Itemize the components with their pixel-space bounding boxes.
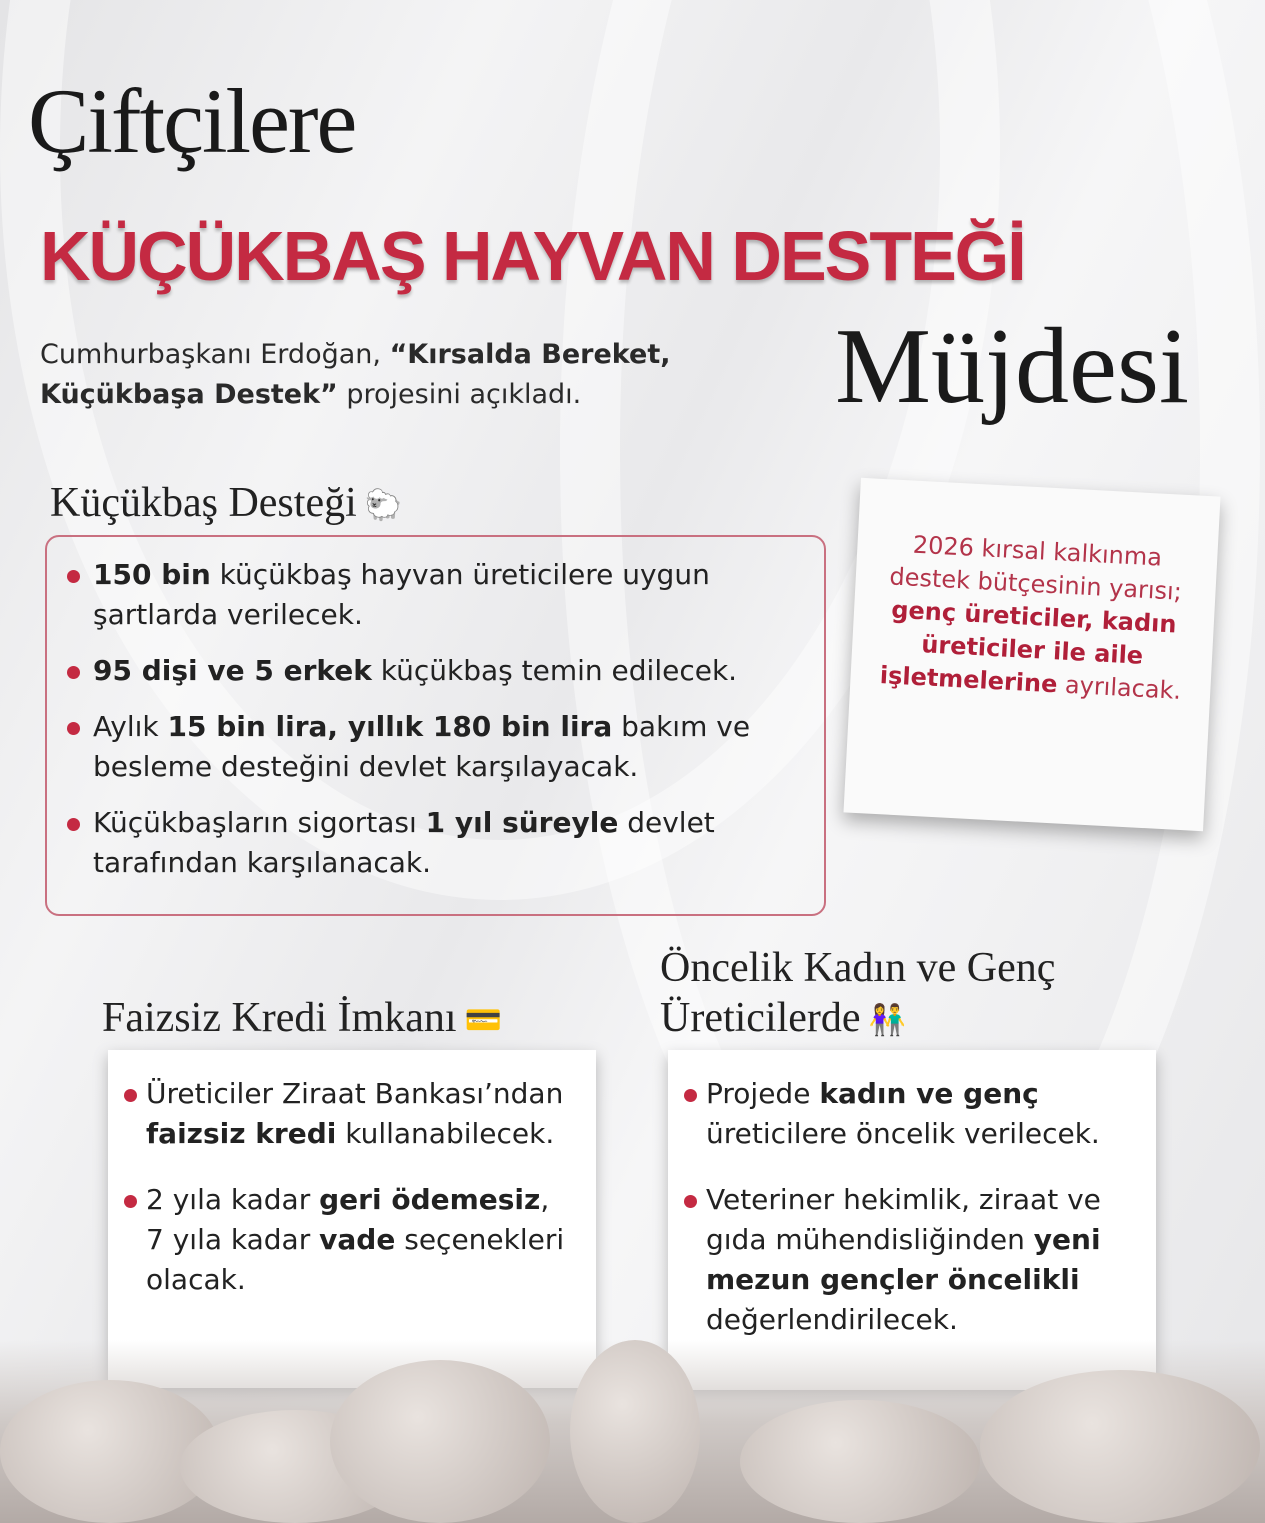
kucukbas-list <box>63 555 808 883</box>
emphasis-text: 1 yıl süreyle <box>425 806 619 839</box>
sheep-icon: 🐑 <box>364 489 403 523</box>
bullet-item <box>63 651 808 691</box>
emphasis-text: faizsiz kredi <box>146 1117 337 1150</box>
budget-note <box>843 478 1220 831</box>
emphasis-text: genç üreticiler, kadın üreticiler ile aile işletmelerine <box>879 595 1178 699</box>
text-segment: Aylık <box>93 710 168 743</box>
emphasis-text: vade <box>319 1223 396 1256</box>
sheep-shape <box>980 1370 1260 1523</box>
woman-man-icon: 👫 <box>868 1004 906 1038</box>
sheep-shape <box>570 1340 700 1523</box>
bullet-item <box>684 1180 1126 1340</box>
oncelik-list <box>684 1074 1126 1340</box>
text-segment: küçükbaş hayvan üreticilere uygun şartlarda verilecek. <box>93 558 710 631</box>
emphasis-text: 95 dişi ve 5 erkek <box>93 654 372 687</box>
text-segment: üreticilere öncelik verilecek. <box>706 1117 1100 1150</box>
sheep-shape <box>330 1360 550 1523</box>
text-segment: kullanabilecek. <box>336 1117 555 1150</box>
title-mujdesi: Müjdesi <box>835 307 1190 426</box>
oncelik-heading-text: Öncelik Kadın ve Genç Üreticilerde <box>660 945 1056 1041</box>
bullet-item <box>124 1180 566 1300</box>
text-segment: küçükbaş temin edilecek. <box>371 654 738 687</box>
emphasis-text: yeni mezun gençler öncelikli <box>706 1223 1101 1296</box>
text-segment: devlet tarafından karşılanacak. <box>93 806 715 879</box>
bullet-item <box>63 803 808 883</box>
text-segment: , 7 yıla kadar <box>146 1183 550 1256</box>
kredi-heading <box>102 993 502 1046</box>
text-segment: Veteriner hekimlik, ziraat ve gıda mühendisliğinden <box>706 1183 1101 1256</box>
kredi-box <box>108 1050 596 1388</box>
emphasis-text: “Kırsalda Bereket, Küçükbaşa Destek” <box>40 339 671 410</box>
credit-card-hand-icon: 💳 <box>464 1004 502 1038</box>
oncelik-box <box>668 1050 1156 1390</box>
bullet-item <box>63 555 808 635</box>
text-segment: seçenekleri olacak. <box>146 1223 565 1296</box>
emphasis-text: 150 bin <box>93 558 211 591</box>
text-segment: Üreticiler Ziraat Bankası’ndan <box>146 1077 564 1110</box>
text-segment: projesini açıkladı. <box>337 379 582 410</box>
kredi-heading-text: Faizsiz Kredi İmkanı <box>102 995 457 1041</box>
subtitle <box>40 335 800 415</box>
text-segment: Küçükbaşların sigortası <box>93 806 426 839</box>
emphasis-text: geri ödemesiz <box>319 1183 541 1216</box>
bullet-item <box>63 707 808 787</box>
text-segment: Cumhurbaşkanı Erdoğan, <box>40 339 390 370</box>
bullet-item <box>684 1074 1126 1154</box>
text-segment: ayrılacak. <box>1056 670 1182 705</box>
title-ciftcilere: Çiftçilere <box>28 70 356 172</box>
sheep-shape <box>740 1400 980 1523</box>
kucukbas-box <box>45 535 826 916</box>
title-main: KÜÇÜKBAŞ HAYVAN DESTEĞİ <box>40 217 1025 295</box>
kucukbas-heading <box>50 478 402 531</box>
text-segment: Projede <box>706 1077 820 1110</box>
kredi-list <box>124 1074 566 1300</box>
text-segment: 2026 kırsal kalkınma destek bütçesinin yarısı; <box>888 530 1183 606</box>
text-segment: değerlendirilecek. <box>706 1303 958 1336</box>
oncelik-heading <box>660 943 1140 1046</box>
emphasis-text: kadın ve genç <box>819 1077 1039 1110</box>
text-segment: 2 yıla kadar <box>146 1183 320 1216</box>
kucukbas-heading-text: Küçükbaş Desteği <box>50 480 357 526</box>
sheep-flock-image <box>0 1340 1265 1523</box>
emphasis-text: 15 bin lira, yıllık 180 bin lira <box>167 710 613 743</box>
bullet-item <box>124 1074 566 1154</box>
text-segment: bakım ve besleme desteğini devlet karşılayacak. <box>93 710 751 783</box>
